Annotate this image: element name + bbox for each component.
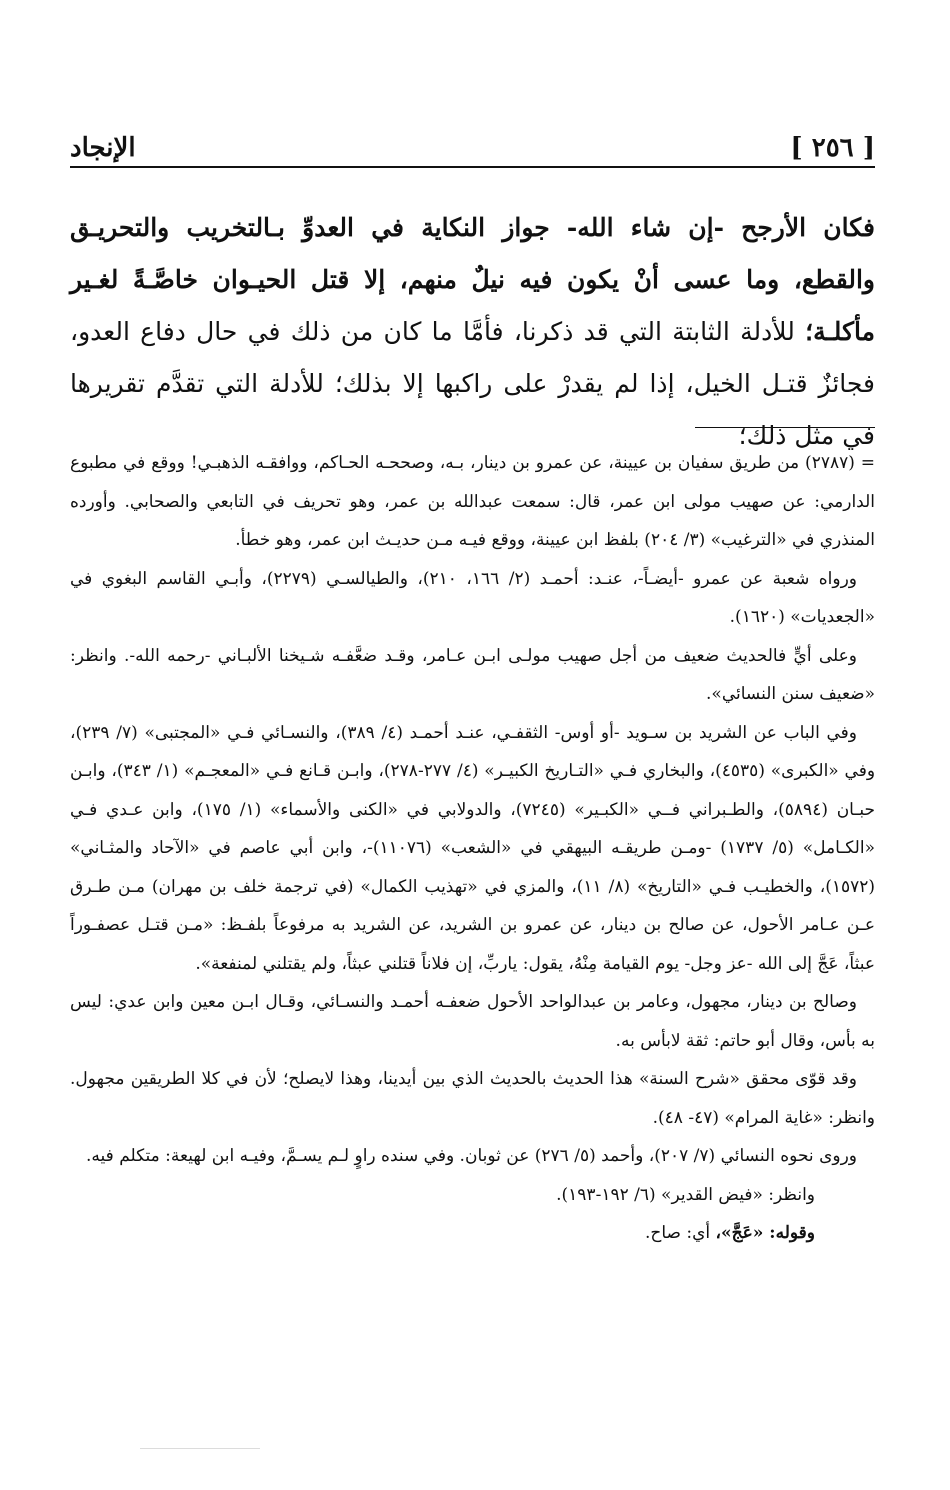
running-title: الإنجاد — [70, 133, 136, 163]
page-header — [70, 128, 875, 168]
header-rule — [70, 166, 875, 168]
main-text — [70, 202, 875, 462]
footnote-paragraph-9 — [70, 1214, 875, 1253]
footnote-paragraph-9-rest: أي: صاح. — [644, 1223, 716, 1243]
footnote-paragraph-1: = (٢٧٨٧) من طريق سفيان بن عيينة، عن عمرو بن دينار، بـه، وصححـه الحـاكم، ووافقـه الذهبـي! ووقع في مطبوع الدارمي: عن صهيب مولى ابن عمر، قال: سمعت عبدالله بن عمر، وهو تحريف في التابعي والصحابي. وأورده المنذري في «الترغيب» (٣/ ٢٠٤) بلفظ ابن عيينة، ووقع فيـه مـن حديـث ابن عمر، وهو خطأ. — [70, 453, 875, 550]
footnote-paragraph-2: ورواه شعبة عن عمرو -أيضـاً-، عنـد: أحمـد (٢/ ١٦٦، ٢١٠)، والطيالسـي (٢٢٧٩)، وأبـي القاسم البغوي في «الجعديات» (١٦٢٠). — [70, 568, 875, 627]
footnote-paragraph-5: وصالح بن دينار، مجهول، وعامر بن عبدالواحد الأحول ضعفـه أحمـد والنسـائي، وقـال ابـن معين وابن عدي: ليس به بأس، وقال أبو حاتم: ثقة لابأس به. — [70, 992, 875, 1051]
main-text-bold: فكان الأرجح -إن شاء الله- جواز النكاية في العدوِّ بـالتخريب والتحريـق والقطع، وما عسى أنْ يكون فيه نيلٌ منهم، إلا قتل الحيـوان خاصَّـةً لغـير مأكلـة؛ — [70, 213, 875, 346]
page-number: [ ٢٥٦ ] — [790, 133, 875, 163]
footnote-paragraph-3: وعلى أيٍّ فالحديث ضعيف من أجل صهيب مولـى ابـن عـامر، وقـد ضعَّفـه شـيخنا الألبـاني -رحمه الله-. وانظر: «ضعيف سنن النسائي». — [70, 645, 875, 704]
footnotes — [70, 444, 875, 1253]
main-text-normal: للأدلة الثابتة التي قد ذكرنا، فأمَّا ما كان من ذلك في حال دفاع العدو، فجائزٌ قتـل الخيل، إذا لم يقدرْ على راكبها إلا بذلك؛ للأدلة التي تقدَّم تقريرها في مثل ذلك؛ — [70, 317, 875, 450]
bottom-faint-line — [140, 1448, 260, 1449]
footnote-paragraph-9-bold: وقوله: «عَجَّ»، — [715, 1223, 815, 1243]
footnote-paragraph-6: وقد قوّى محقق «شرح السنة» هذا الحديث بالحديث الذي بين أيدينا، وهذا لايصلح؛ لأن في كلا الطريقين مجهول. وانظر: «غاية المرام» (٤٧- ٤٨). — [70, 1069, 875, 1128]
footnote-paragraph-7: وروى نحوه النسائي (٧/ ٢٠٧)، وأحمد (٥/ ٢٧٦) عن ثوبان. وفي سنده راوٍ لـم يسـمَّ، وفيـه ابن لهيعة: متكلم فيه. — [86, 1146, 857, 1166]
footnote-separator — [695, 427, 875, 428]
footnote-paragraph-8-text: وانظر: «فيض القدير» (٦/ ١٩٢-١٩٣). — [556, 1184, 815, 1205]
footnote-paragraph-4: وفي الباب عن الشريد بن سـويد -أو أوس- الثقفـي، عنـد أحمـد (٤/ ٣٨٩)، والنسـائي فـي «المجتبى» (٧/ ٢٣٩)، وفي «الكبرى» (٤٥٣٥)، والبخاري فـي «التـاريخ الكبيـر» (٤/ ٢٧٧-٢٧٨)، وابـن قـانع فـي «المعجـم» (١/ ٣٤٣)، وابـن حبـان (٥٨٩٤)، والطـبراني فــي «الكبـير» (٧٢٤٥)، والدولابي في «الكنى والأسماء» (١/ ١٧٥)، وابن عـدي فـي «الكـامل» (٥/ ١٧٣٧) -ومـن طريقـه البيهقي في «الشعب» (١١٠٧٦)-، وابن أبي عاصم في «الآحاد والمثـاني» (١٥٧٢)، والخطيـب فـي «التاريخ» (٨/ ١١)، والمزي في «تهذيب الكمال» (في ترجمة خلف بن مهران) مـن طـرق عـن عـامر الأحول، عن صالح بن دينار، عن عمرو بن الشريد، عن الشريد به مرفوعاً بلفـظ: «مـن قتـل عصفـوراً عبثاً، عَجَّ إلى الله -عز وجل- يوم القيامة مِنْهُ، يقول: ياربِّ، إن فلاناً قتلني عبثاً، ولم يقتلني لمنفعة». — [70, 722, 876, 974]
footnote-paragraph-8 — [70, 1176, 875, 1215]
